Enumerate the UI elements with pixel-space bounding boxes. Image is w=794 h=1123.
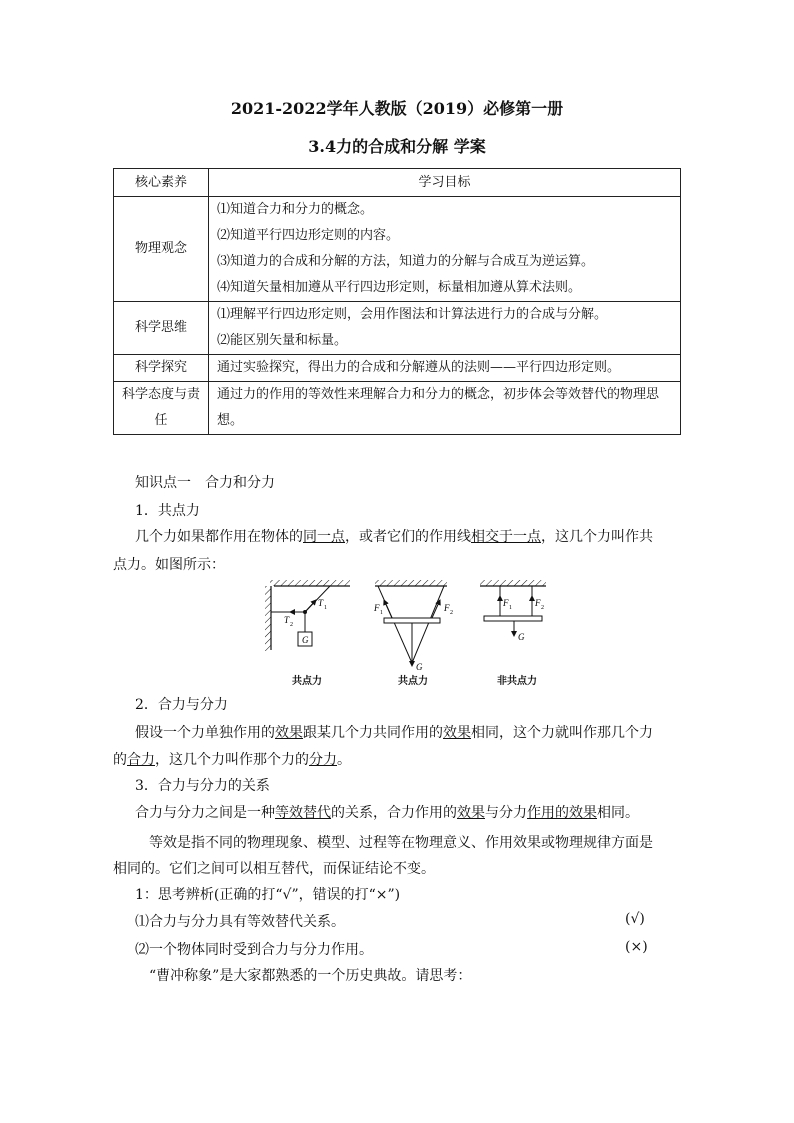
underlined-term: 分力 xyxy=(309,752,337,768)
exercise-item-2: ⑵一个物体同时受到合力与分力作用。 xyxy=(135,942,373,958)
label-t2: T xyxy=(284,615,290,625)
underlined-term: 合力 xyxy=(127,752,155,768)
label-t1-sub: 1 xyxy=(324,605,327,611)
underlined-term: 效果 xyxy=(457,805,485,821)
label-f2-sub: 2 xyxy=(541,605,544,611)
diagram-non-concurrent xyxy=(480,580,546,642)
section-heading: 知识点一 合力和分力 xyxy=(135,475,275,491)
diagram-concurrent-2 xyxy=(373,580,453,672)
underlined-term: 效果 xyxy=(275,725,303,741)
label-f1: F xyxy=(374,603,380,613)
label-f1: F xyxy=(503,598,509,608)
exercise-item-1: ⑴合力与分力具有等效替代关系。 xyxy=(135,914,345,930)
document-subtitle: 3.4力的合成和分解 学案 xyxy=(308,137,486,156)
label-t2-sub: 2 xyxy=(290,622,293,628)
goals-cell xyxy=(209,355,681,382)
goal-item: ⑷知道矢量相加遵从平行四边形定则，标量相加遵从算术法则。 xyxy=(217,280,582,295)
label-g: G xyxy=(416,662,423,672)
table-row xyxy=(114,197,681,302)
paragraph-concurrent-forces-cont: 点力。如图所示： xyxy=(113,557,225,573)
subheading-resultant: 2．合力与分力 xyxy=(135,697,228,713)
figure-caption-1: 共点力 xyxy=(292,676,322,687)
subheading-concurrent-forces: 1．共点力 xyxy=(135,503,200,519)
figure-caption-3: 非共点力 xyxy=(497,676,537,687)
table-row xyxy=(114,382,681,435)
underlined-term: 效果 xyxy=(443,725,471,741)
label-f1-sub: 1 xyxy=(509,605,512,611)
paragraph-resultant: 假设一个力单独作用的效果跟某几个力共同作用的效果相同，这个力就叫作那几个力 xyxy=(135,725,653,741)
table-header-row xyxy=(114,169,681,197)
goals-cell xyxy=(209,382,681,435)
category-cell: 物理观念 xyxy=(114,197,209,302)
underlined-term: 等效替代 xyxy=(275,805,331,821)
goal-item: 通过实验探究，得出力的合成和分解遵从的法则——平行四边形定则。 xyxy=(217,360,621,375)
underlined-term: 同一点 xyxy=(303,529,345,545)
exercise-heading: 1：思考辨析(正确的打“√”，错误的打“×”) xyxy=(135,887,401,903)
category-cell: 科学思维 xyxy=(114,302,209,355)
goal-item: 通过力的作用的等效性来理解合力和分力的概念，初步体会等效替代的物理思想。 xyxy=(217,387,660,428)
goals-cell xyxy=(209,197,681,302)
document-title: 2021-2022学年人教版（2019）必修第一册 xyxy=(230,99,564,118)
goals-cell xyxy=(209,302,681,355)
figure-caption-2: 共点力 xyxy=(398,676,428,687)
paragraph-equivalence: 等效是指不同的物理现象、模型、过程等在物理意义、作用效果或物理规律方面是 xyxy=(149,835,653,851)
table-header-cell: 学习目标 xyxy=(209,169,681,197)
diagram-concurrent-1 xyxy=(265,580,350,651)
paragraph-relationship: 合力与分力之间是一种等效替代的关系，合力作用的效果与分力作用的效果相同。 xyxy=(135,805,639,821)
goal-item: ⑵知道平行四边形定则的内容。 xyxy=(217,228,400,243)
category-cell xyxy=(114,382,209,435)
label-f2: F xyxy=(444,603,450,613)
paragraph-story: “曹冲称象”是大家都熟悉的一个历史典故。请思考： xyxy=(149,968,472,984)
label-f2-sub: 2 xyxy=(450,610,453,616)
table-row xyxy=(114,302,681,355)
goal-item: ⑴知道合力和分力的概念。 xyxy=(217,202,374,217)
label-f1-sub: 1 xyxy=(380,610,383,616)
table-header-cell: 核心素养 xyxy=(114,169,209,197)
learning-goals-table xyxy=(113,168,681,435)
exercise-answer-1: (√) xyxy=(625,911,645,927)
subheading-relationship: 3．合力与分力的关系 xyxy=(135,778,270,794)
goal-item: ⑴理解平行四边形定则，会用作图法和计算法进行力的合成与分解。 xyxy=(217,307,608,322)
category-cell: 科学探究 xyxy=(114,355,209,382)
label-g: G xyxy=(518,632,525,642)
underlined-term: 作用的效果 xyxy=(527,805,597,821)
underlined-term: 相交于一点 xyxy=(471,529,541,545)
exercise-answer-2: (×) xyxy=(625,939,648,955)
paragraph-equivalence-cont: 相同的。它们之间可以相互替代，而保证结论不变。 xyxy=(113,861,435,877)
paragraph-resultant-cont: 的合力，这几个力叫作那个力的分力。 xyxy=(113,752,351,768)
paragraph-concurrent-forces: 几个力如果都作用在物体的同一点，或者它们的作用线相交于一点，这几个力叫作共 xyxy=(135,529,653,545)
label-f2: F xyxy=(535,598,541,608)
label-t1: T xyxy=(318,598,324,608)
label-g: G xyxy=(302,635,309,645)
goal-item: ⑵能区别矢量和标量。 xyxy=(217,333,348,348)
table-row xyxy=(114,355,681,382)
goal-item: ⑶知道力的合成和分解的方法，知道力的分解与合成互为逆运算。 xyxy=(217,254,595,269)
category-text: 科学态度与责任 xyxy=(121,387,200,428)
